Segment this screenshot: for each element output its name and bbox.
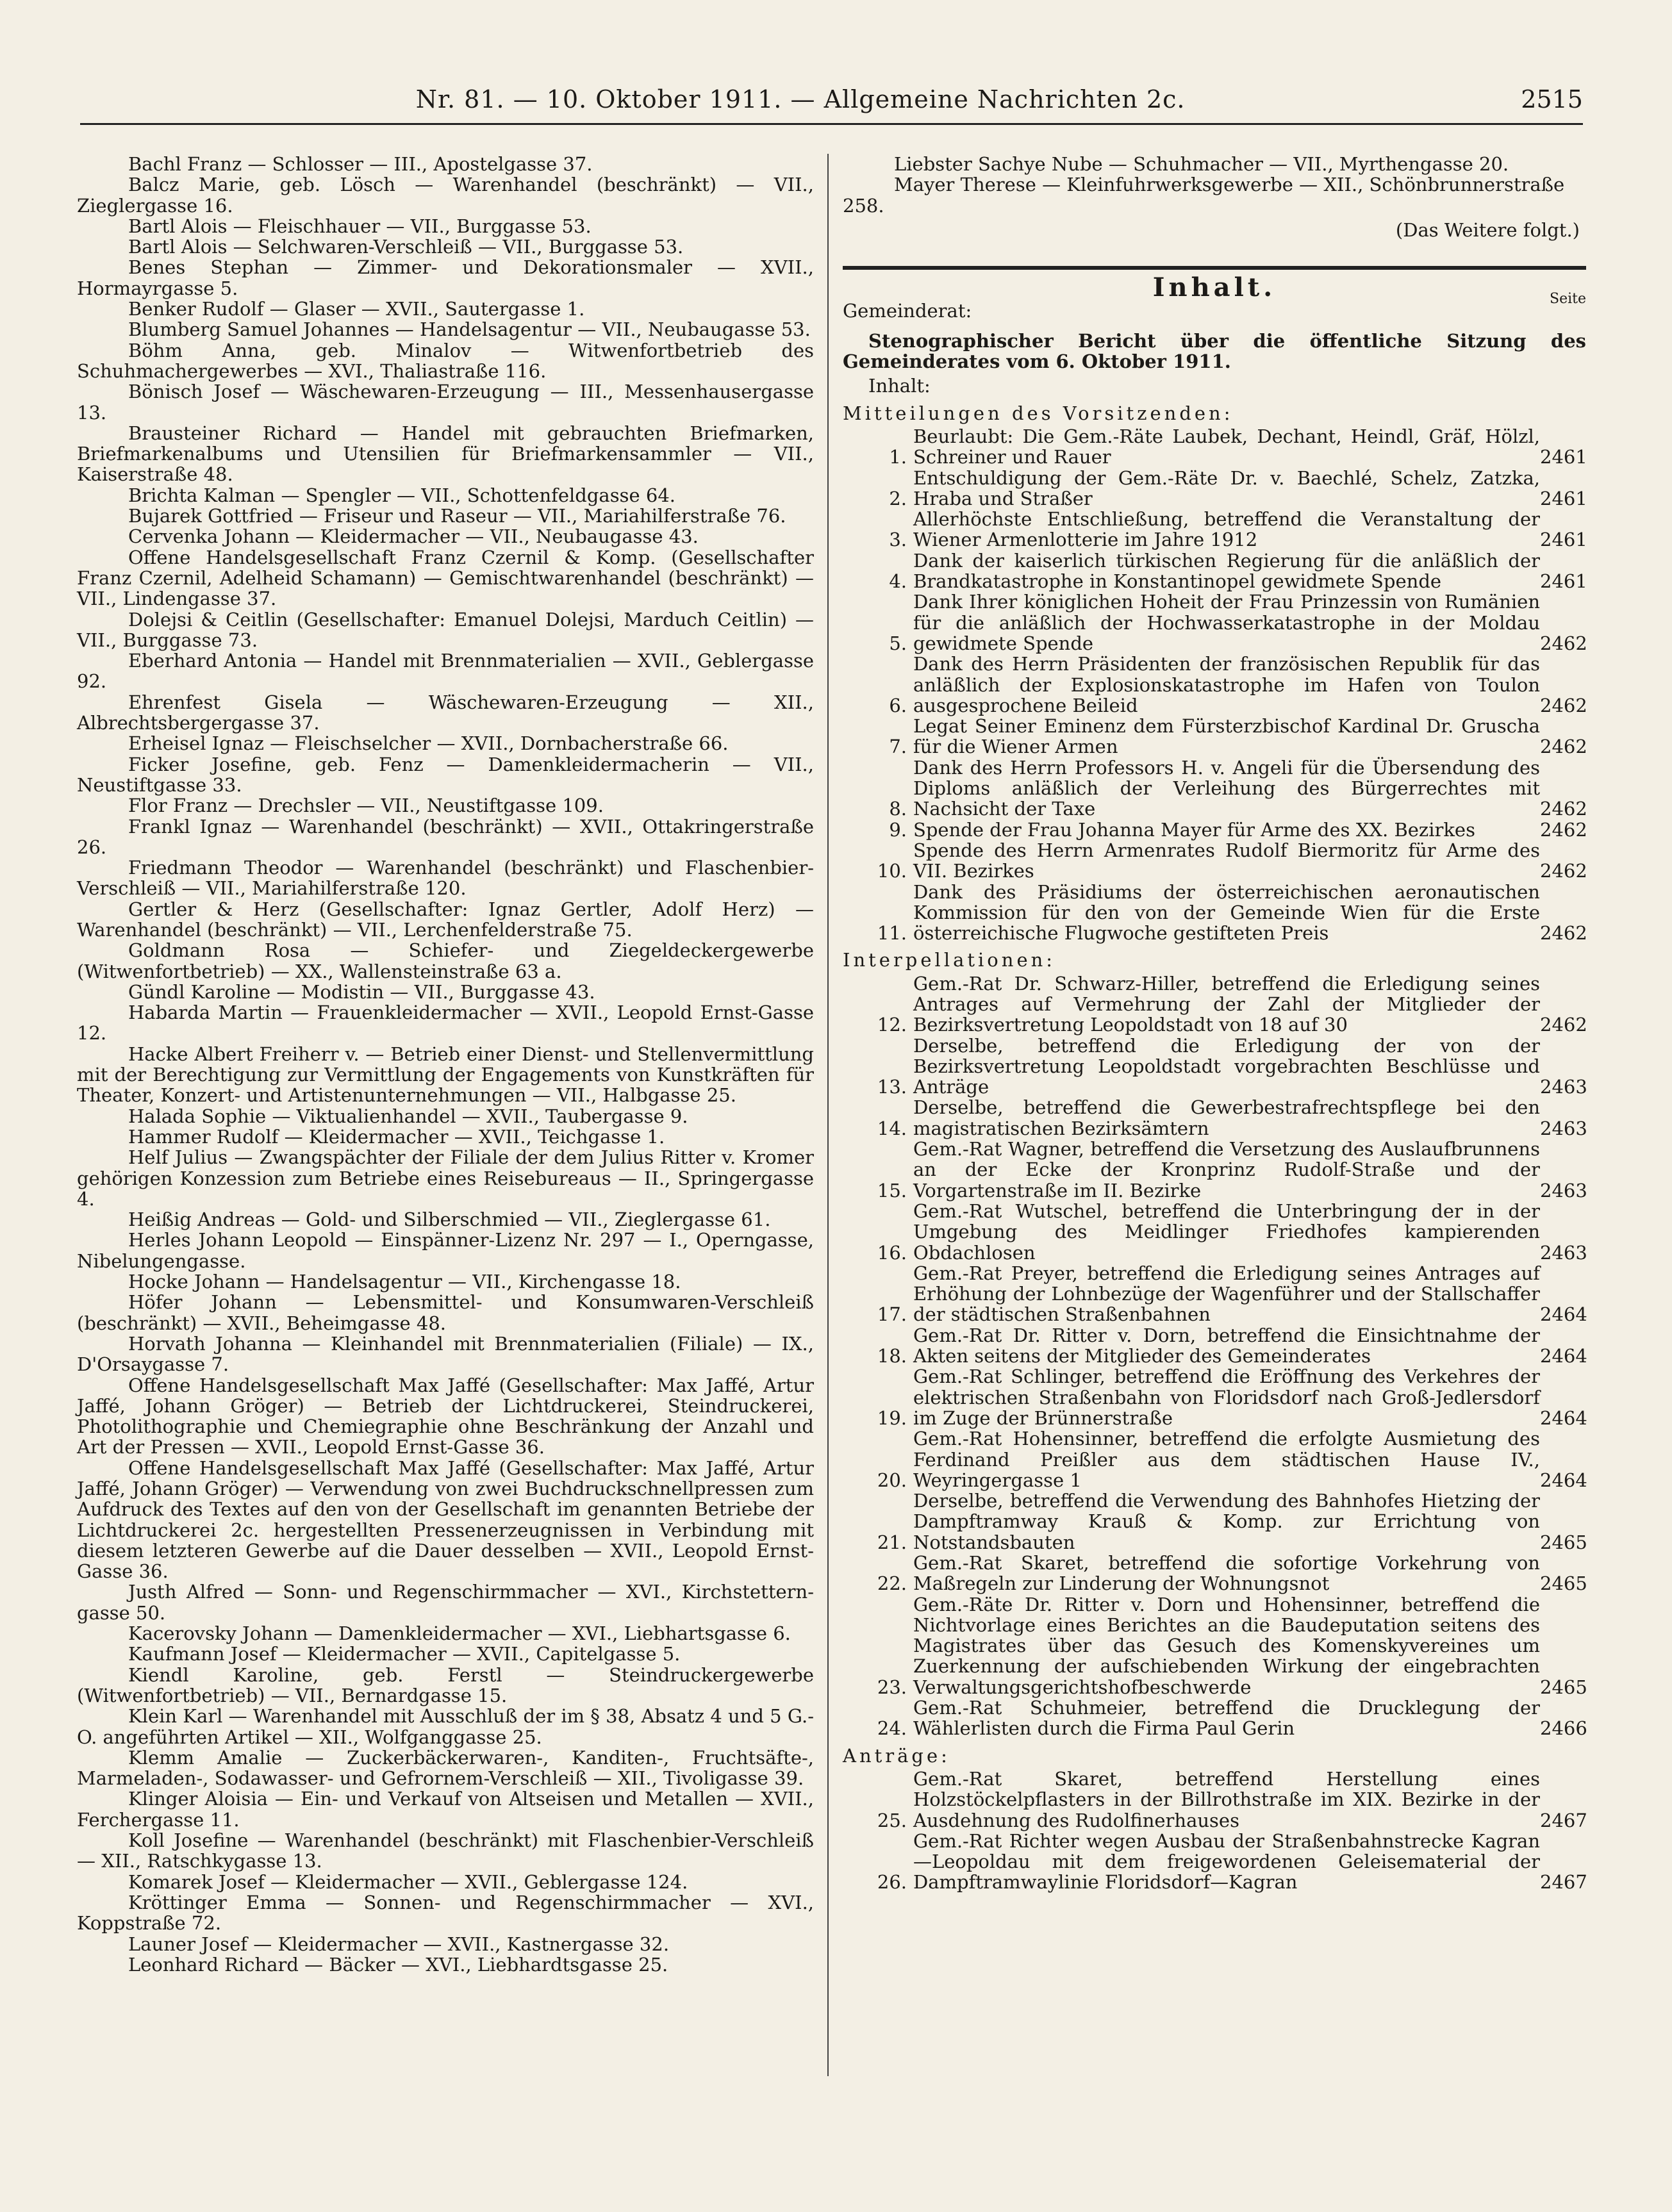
toc-item-page: 2465 bbox=[1540, 1676, 1587, 1698]
toc-item bbox=[843, 654, 1586, 716]
inhalt-title: Inhalt. bbox=[1152, 272, 1277, 303]
toc-item bbox=[843, 1594, 1586, 1697]
toc-item-number: 11. bbox=[877, 922, 907, 945]
toc-item bbox=[843, 1036, 1586, 1098]
listing-entry: Mayer Therese — Kleinfuhrwerksgewerbe — XII., Schönbrunnerstraße 258. bbox=[843, 174, 1565, 217]
toc-item-text: Dank des Herrn Präsidenten der französischen Republik für das anläßlich der Explosionskatastrophe im Hafen von Toulon ausgesprochene Beileid bbox=[913, 653, 1540, 716]
toc-item bbox=[843, 1097, 1586, 1139]
listing-entry: Bartl Alois — Selchwaren-Verschleiß — VII., Burggasse 53. bbox=[128, 236, 684, 258]
listing-entry: Bartl Alois — Fleischhauer — VII., Burggasse 53. bbox=[128, 215, 592, 237]
toc-item-page: 2464 bbox=[1540, 1303, 1587, 1326]
listing-entry: Friedmann Theodor — Warenhandel (beschränkt) und Flaschenbier-Verschleiß — VII., Mariahilferstraße 120. bbox=[77, 857, 814, 900]
listing-entry: Kacerovsky Johann — Damenkleidermacher — XVI., Liebhartsgasse 6. bbox=[128, 1622, 791, 1645]
toc-item-text: Spende des Herrn Armenrates Rudolf Biermoritz für Arme des VII. Bezirkes bbox=[913, 839, 1540, 882]
listing-entry: Erheisel Ignaz — Fleischselcher — XVII., Dornbacherstraße 66. bbox=[128, 732, 729, 755]
toc-item-number: 25. bbox=[877, 1809, 907, 1831]
listing-entry: Koll Josefine — Warenhandel (beschränkt) mit Flaschenbier-Verschleiß — XII., Ratschkygasse 13. bbox=[77, 1829, 814, 1872]
toc-item-number: 8. bbox=[889, 798, 907, 820]
toc-item-number: 26. bbox=[877, 1871, 907, 1894]
listing-entry: Gertler & Herz (Gesellschafter: Ignaz Gertler, Adolf Herz) — Warenhandel (beschränkt) — VII., Lerchenfelderstraße 75. bbox=[77, 898, 814, 941]
toc-item-number: 6. bbox=[889, 694, 907, 716]
toc-item-number: 3. bbox=[889, 529, 907, 551]
listing-entry: Ficker Josefine, geb. Fenz — Damenkleidermacherin — VII., Neustiftgasse 33. bbox=[77, 753, 814, 796]
toc-item-page: 2465 bbox=[1540, 1531, 1587, 1553]
toc-item-page: 2461 bbox=[1540, 570, 1587, 593]
toc-item-number: 23. bbox=[877, 1676, 907, 1698]
listing-entry: Benes Stephan — Zimmer- und Dekorationsmaler — XVII., Hormayrgasse 5. bbox=[77, 256, 814, 299]
toc-item-page: 2462 bbox=[1540, 860, 1587, 882]
toc-item-number: 2. bbox=[889, 487, 907, 509]
listing-entry: Helf Julius — Zwangspächter der Filiale der dem Julius Ritter v. Kromer gehörigen Konzession zum Betriebe eines Reisebureaus — II., Springergasse 4. bbox=[77, 1146, 814, 1210]
toc-item-number: 17. bbox=[877, 1303, 907, 1326]
listing-entry: Brichta Kalman — Spengler — VII., Schottenfeldgasse 64. bbox=[128, 484, 675, 506]
toc-item bbox=[843, 468, 1586, 509]
toc-section-label: Interpellationen: bbox=[843, 949, 1056, 971]
toc-item-text: Spende der Frau Johanna Mayer für Arme des XX. Bezirkes bbox=[913, 818, 1475, 841]
section-rule bbox=[843, 266, 1586, 270]
listing-entry: Ehrenfest Gisela — Wäschewaren-Erzeugung — XII., Albrechtsbergergasse 37. bbox=[77, 691, 814, 734]
header-rule bbox=[80, 123, 1583, 125]
toc-item-text: Beurlaubt: Die Gem.-Räte Laubek, Dechant, Heindl, Gräf, Hölzl, Schreiner und Rauer bbox=[913, 425, 1540, 468]
listing-entry: Hocke Johann — Handelsagentur — VII., Kirchengasse 18. bbox=[128, 1271, 681, 1293]
toc-item-page: 2462 bbox=[1540, 694, 1587, 716]
toc-item-page: 2463 bbox=[1540, 1241, 1587, 1264]
toc-item-text: Dank des Präsidiums der österreichischen aeronautischen Kommission für den von der Gemeinde Wien für die Erste österreichische Flugwoche gestifteten Preis bbox=[913, 880, 1540, 945]
toc-item-text: Gem.-Räte Dr. Ritter v. Dorn und Hohensinner, betreffend die Nichtvorlage eines Berichtes an die Baudeputation seitens des Magistrates über das Gesuch des Komenskyvereines um Zuerkennung der aufschiebenden Wirkung der eingebrachten Verwaltungsgerichtshofbeschwerde bbox=[913, 1593, 1540, 1698]
toc-item-number: 16. bbox=[877, 1241, 907, 1264]
toc-item-text: Gem.-Rat Wutschel, betreffend die Unterbringung der in der Umgebung des Meidlinger Friedhofes kampierenden Obdachlosen bbox=[913, 1200, 1540, 1264]
seite-label: Seite bbox=[1550, 291, 1586, 308]
toc-item-text: Derselbe, betreffend die Erledigung der von der Bezirksvertretung Leopoldstadt vorgebrachten Beschlüsse und Anträge bbox=[913, 1034, 1540, 1098]
toc-item bbox=[843, 716, 1586, 757]
toc-item-text: Gem.-Rat Wagner, betreffend die Versetzung des Auslaufbrunnens an der Ecke der Kronprinz Rudolf-Straße und der Vorgartenstraße im II. Bezirke bbox=[913, 1138, 1540, 1201]
toc-item-number: 12. bbox=[877, 1014, 907, 1036]
listing-entry: Bachl Franz — Schlosser — III., Apostelgasse 37. bbox=[128, 153, 593, 175]
listing-entry: Kröttinger Emma — Sonnen- und Regenschirmmacher — XVI., Koppstraße 72. bbox=[77, 1891, 814, 1935]
toc-item-number: 7. bbox=[889, 736, 907, 758]
listing-entry: Klinger Aloisia — Ein- und Verkauf von Altseisen und Metallen — XVII., Ferchergasse 11. bbox=[77, 1788, 814, 1831]
toc-item-page: 2464 bbox=[1540, 1345, 1587, 1367]
listing-entry: Balcz Marie, geb. Lösch — Warenhandel (beschränkt) — VII., Zieglergasse 16. bbox=[77, 174, 814, 217]
toc-item bbox=[843, 1697, 1586, 1739]
toc-item-number: 24. bbox=[877, 1717, 907, 1740]
toc-item-number: 14. bbox=[877, 1117, 907, 1139]
toc-item-text: Derselbe, betreffend die Verwendung des Bahnhofes Hietzing der Dampftramway Krauß & Komp. zur Errichtung von Notstandsbauten bbox=[913, 1490, 1540, 1553]
table-of-contents bbox=[843, 403, 1586, 1893]
continued-note: (Das Weitere folgt.) bbox=[1395, 219, 1580, 241]
toc-item-text: Dank der kaiserlich türkischen Regierung für die anläßlich der Brandkatastrophe in Konstantinopel gewidmete Spende bbox=[913, 549, 1540, 593]
listing-entry: Frankl Ignaz — Warenhandel (beschränkt) — XVII., Ottakringerstraße 26. bbox=[77, 815, 814, 858]
toc-item-text: Gem.-Rat Dr. Schwarz-Hiller, betreffend die Erledigung seines Antrages auf Vermehrung der Zahl der Mitglieder der Bezirksvertretung Leopoldstadt von 18 auf 30 bbox=[913, 972, 1540, 1036]
toc-item-text: Gem.-Rat Dr. Ritter v. Dorn, betreffend die Einsichtnahme der Akten seitens der Mitglieder des Gemeinderates bbox=[913, 1324, 1540, 1367]
toc-item-number: 9. bbox=[889, 818, 907, 841]
toc-item-text: Gem.-Rat Schuhmeier, betreffend die Drucklegung der Wählerlisten durch die Firma Paul Gerin bbox=[913, 1697, 1540, 1740]
toc-item bbox=[843, 591, 1586, 654]
column-divider bbox=[827, 154, 829, 2076]
inhalt-label: Inhalt: bbox=[868, 375, 931, 397]
listing-entry: Komarek Josef — Kleidermacher — XVII., Geblergasse 124. bbox=[128, 1870, 688, 1893]
listing-entry: Offene Handelsgesellschaft Max Jaffé (Gesellschafter: Max Jaffé, Artur Jaffé, Johann Gröger) — Verwendung von zwei Buchdruckschnellpressen zum Aufdruck des Textes auf den von der Gesellschaft im genannten Betriebe der Lichtdruckerei 2c. hergestellten Pressenerzeugnissen in Verbindung mit diesem letzteren Gewerbe auf die Dauer desselben — XVII., Leopold Ernst-Gasse 36. bbox=[77, 1457, 814, 1583]
listing-entry: Horvath Johanna — Kleinhandel mit Brennmaterialien (Filiale) — IX., D'Orsaygasse 7. bbox=[77, 1332, 814, 1376]
toc-item-page: 2464 bbox=[1540, 1469, 1587, 1491]
listing-entry: Kiendl Karoline, geb. Ferstl — Steindruckergewerbe (Witwenfortbetrieb) — VII., Bernardgasse 15. bbox=[77, 1663, 814, 1706]
toc-item-text: Gem.-Rat Skaret, betreffend die sofortige Vorkehrung von Maßregeln zur Linderung der Wohnungsnot bbox=[913, 1552, 1540, 1595]
listing-entry: Liebster Sachye Nube — Schuhmacher — VII., Myrthengasse 20. bbox=[894, 153, 1509, 175]
inhalt-heading bbox=[843, 272, 1586, 308]
listing-entry: Böhm Anna, geb. Minalov — Witwenfortbetrieb des Schuhmachergewerbes — XVI., Thaliastraße 116. bbox=[77, 339, 814, 382]
toc-item-page: 2464 bbox=[1540, 1407, 1587, 1429]
toc-item bbox=[843, 1428, 1586, 1490]
listing-entry: Bönisch Josef — Wäschewaren-Erzeugung — III., Messenhausergasse 13. bbox=[77, 381, 814, 424]
listing-entry: Eberhard Antonia — Handel mit Brennmaterialien — XVII., Geblergasse 92. bbox=[77, 650, 814, 693]
listing-entry: Goldmann Rosa — Schiefer- und Ziegeldeckergewerbe (Witwenfortbetrieb) — XX., Wallensteinstraße 63 a. bbox=[77, 939, 814, 982]
page-number: 2515 bbox=[1521, 85, 1583, 113]
listing-entry: Habarda Martin — Frauenkleidermacher — XVII., Leopold Ernst-Gasse 12. bbox=[77, 1002, 814, 1044]
toc-item bbox=[843, 757, 1586, 820]
toc-item-text: Dank des Herrn Professors H. v. Angeli für die Übersendung des Diploms anläßlich der Verleihung des Bürgerrechtes mit Nachsicht der Taxe bbox=[913, 756, 1540, 820]
toc-item-page: 2461 bbox=[1540, 529, 1587, 551]
toc-item-page: 2461 bbox=[1540, 446, 1587, 468]
toc-section-label: Mitteilungen des Vorsitzenden: bbox=[843, 402, 1234, 424]
listing-entry: Bujarek Gottfried — Friseur und Raseur — VII., Mariahilferstraße 76. bbox=[128, 505, 786, 527]
toc-item-text: Gem.-Rat Schlinger, betreffend die Eröffnung des Verkehres der elektrischen Straßenbahn von Floridsdorf nach Groß-Jedlersdorf im Zuge der Brünnerstraße bbox=[913, 1366, 1540, 1429]
toc-item-page: 2462 bbox=[1540, 632, 1587, 654]
toc-item-page: 2463 bbox=[1540, 1076, 1587, 1098]
toc-item-page: 2462 bbox=[1540, 922, 1587, 945]
toc-item-page: 2462 bbox=[1540, 798, 1587, 820]
toc-item-number: 15. bbox=[877, 1179, 907, 1201]
toc-item-number: 19. bbox=[877, 1407, 907, 1429]
page-header bbox=[80, 74, 1583, 125]
listing-entry: Blumberg Samuel Johannes — Handelsagentur — VII., Neubaugasse 53. bbox=[128, 318, 811, 341]
listing-entry: Klein Karl — Warenhandel mit Ausschluß der im § 38, Absatz 4 und 5 G.-O. angeführten Artikel — XII., Wolfganggasse 25. bbox=[77, 1705, 814, 1748]
toc-item-text: Dank Ihrer königlichen Hoheit der Frau Prinzessin von Rumänien für die anläßlich der Hochwasserkatastrophe in der Moldau gewidmete Spende bbox=[913, 591, 1540, 654]
listing-entry: Brausteiner Richard — Handel mit gebrauchten Briefmarken, Briefmarkenalbums und Utensilien für Briefmarkensammler — VII., Kaiserstraße 48. bbox=[77, 422, 814, 486]
left-column bbox=[77, 154, 814, 1975]
gemeinderat-label: Gemeinderat: bbox=[843, 300, 972, 322]
toc-item-text: Legat Seiner Eminenz dem Fürsterzbischof Kardinal Dr. Gruscha für die Wiener Armen bbox=[913, 715, 1540, 758]
toc-item bbox=[843, 550, 1586, 592]
toc-item bbox=[843, 1831, 1586, 1893]
toc-item bbox=[843, 1769, 1586, 1831]
toc-item-number: 4. bbox=[889, 570, 907, 593]
listing-entry: Leonhard Richard — Bäcker — XVI., Liebhardtsgasse 25. bbox=[128, 1953, 668, 1976]
right-entries bbox=[843, 154, 1586, 216]
report-title: Stenographischer Bericht über die öffentliche Sitzung des Gemeinderates vom 6. Oktober 1911. bbox=[843, 329, 1586, 373]
toc-item bbox=[843, 1201, 1586, 1263]
listing-entry: Herles Johann Leopold — Einspänner-Lizenz Nr. 297 — I., Operngasse, Nibelungengasse. bbox=[77, 1229, 814, 1272]
right-column bbox=[843, 154, 1586, 1893]
toc-item-number: 18. bbox=[877, 1345, 907, 1367]
listing-entry: Flor Franz — Drechsler — VII., Neustiftgasse 109. bbox=[128, 795, 604, 817]
listing-entry: Cervenka Johann — Kleidermacher — VII., Neubaugasse 43. bbox=[128, 525, 699, 548]
toc-item bbox=[843, 509, 1586, 550]
listing-entry: Offene Handelsgesellschaft Max Jaffé (Gesellschafter: Max Jaffé, Artur Jaffé, Johann Gröger) — Betrieb der Lichtdruckerei, Steindruckerei, Photolithographie und Chemiegraphie ohne Beschränkung der Anzahl und Art der Pressen — XVII., Leopold Ernst-Gasse 36. bbox=[77, 1374, 814, 1458]
listing-entry: Heißig Andreas — Gold- und Silberschmied — VII., Zieglergasse 61. bbox=[128, 1209, 771, 1231]
toc-section-label: Anträge: bbox=[843, 1744, 950, 1767]
toc-item bbox=[843, 1490, 1586, 1553]
listing-entry: Launer Josef — Kleidermacher — XVII., Kastnergasse 32. bbox=[128, 1933, 670, 1955]
toc-item bbox=[843, 1553, 1586, 1594]
toc-item bbox=[843, 882, 1586, 944]
toc-item-text: Gem.-Rat Hohensinner, betreffend die erfolgte Ausmietung des Ferdinand Preißler aus dem städtischen Hause IV., Weyringergasse 1 bbox=[913, 1428, 1540, 1491]
toc-item-text: Entschuldigung der Gem.-Räte Dr. v. Baechlé, Schelz, Zatzka, Hraba und Straßer bbox=[913, 466, 1540, 509]
toc-item-text: Gem.-Rat Preyer, betreffend die Erledigung seines Antrages auf Erhöhung der Lohnbezüge der Wagenführer und der Stallschaffer der städtischen Straßenbahnen bbox=[913, 1262, 1540, 1326]
toc-item-page: 2467 bbox=[1540, 1871, 1587, 1894]
toc-item-page: 2466 bbox=[1540, 1717, 1587, 1740]
listing-entry: Kaufmann Josef — Kleidermacher — XVII., Capitelgasse 5. bbox=[128, 1643, 681, 1665]
toc-item bbox=[843, 973, 1586, 1036]
toc-item-text: Derselbe, betreffend die Gewerbestrafrechtspflege bei den magistratischen Bezirksämtern bbox=[913, 1096, 1540, 1139]
listing-entry: Hacke Albert Freiherr v. — Betrieb einer Dienst- und Stellenvermittlung mit der Berechtigung zur Vermittlung der Engagements von Kunstkräften für Theater, Konzert- und Artistenunternehmungen — VII., Halbgasse 25. bbox=[77, 1043, 814, 1107]
toc-item-page: 2463 bbox=[1540, 1117, 1587, 1139]
listing-entry: Gündl Karoline — Modistin — VII., Burggasse 43. bbox=[128, 980, 595, 1003]
listing-entry: Klemm Amalie — Zuckerbäckerwaren-, Kanditen-, Fruchtsäfte-, Marmeladen-, Sodawasser- und Gefrornem-Verschleiß — XII., Tivoligasse 39. bbox=[77, 1746, 814, 1790]
listing-entry: Offene Handelsgesellschaft Franz Czernil & Komp. (Gesellschafter Franz Czernil, Adelheid Schamann) — Gemischtwarenhandel (beschränkt) — VII., Lindengasse 37. bbox=[77, 546, 814, 610]
toc-item-text: Allerhöchste Entschließung, betreffend die Veranstaltung der Wiener Armenlotterie im Jahre 1912 bbox=[913, 508, 1540, 551]
header-title: Nr. 81. — 10. Oktober 1911. — Allgemeine Nachrichten 2c. bbox=[415, 85, 1186, 113]
toc-item bbox=[843, 1263, 1586, 1325]
toc-item-number: 21. bbox=[877, 1531, 907, 1553]
toc-item-page: 2467 bbox=[1540, 1809, 1587, 1831]
toc-item-number: 22. bbox=[877, 1572, 907, 1595]
toc-item-page: 2461 bbox=[1540, 487, 1587, 509]
toc-item-text: Gem.-Rat Richter wegen Ausbau der Straßenbahnstrecke Kagran—Leopoldau mit dem freigewordenen Geleisematerial der Dampftramwaylinie Floridsdorf—Kagran bbox=[913, 1829, 1540, 1894]
toc-item-text: Gem.-Rat Skaret, betreffend Herstellung eines Holzstöckelpflasters in der Billrothstraße im XIX. Bezirke in der Ausdehnung des Rudolfinerhauses bbox=[913, 1767, 1540, 1831]
listing-entry: Benker Rudolf — Glaser — XVII., Sautergasse 1. bbox=[128, 298, 585, 320]
toc-item bbox=[843, 840, 1586, 882]
toc-item-page: 2462 bbox=[1540, 1014, 1587, 1036]
toc-item-number: 1. bbox=[889, 446, 907, 468]
toc-item-page: 2462 bbox=[1540, 818, 1587, 841]
toc-item bbox=[843, 820, 1586, 840]
listing-entry: Höfer Johann — Lebensmittel- und Konsumwaren-Verschleiß (beschränkt) — XVII., Beheimgasse 48. bbox=[77, 1291, 814, 1334]
listing-entry: Dolejsi & Ceitlin (Gesellschafter: Emanuel Dolejsi, Marduch Ceitlin) — VII., Burggasse 73. bbox=[77, 608, 814, 651]
listing-entry: Hammer Rudolf — Kleidermacher — XVII., Teichgasse 1. bbox=[128, 1125, 665, 1148]
toc-item-number: 5. bbox=[889, 632, 907, 654]
toc-item-number: 20. bbox=[877, 1469, 907, 1491]
toc-item bbox=[843, 1139, 1586, 1201]
toc-item bbox=[843, 426, 1586, 468]
listing-entry: Justh Alfred — Sonn- und Regenschirmmacher — XVI., Kirchstettern-gasse 50. bbox=[77, 1581, 814, 1624]
toc-item-page: 2465 bbox=[1540, 1572, 1587, 1595]
listing-entry: Halada Sophie — Viktualienhandel — XVII., Taubergasse 9. bbox=[128, 1105, 688, 1127]
toc-item bbox=[843, 1325, 1586, 1367]
toc-item-page: 2462 bbox=[1540, 736, 1587, 758]
toc-item bbox=[843, 1366, 1586, 1428]
toc-item-page: 2463 bbox=[1540, 1179, 1587, 1201]
toc-item-number: 10. bbox=[877, 860, 907, 882]
toc-item-number: 13. bbox=[877, 1076, 907, 1098]
